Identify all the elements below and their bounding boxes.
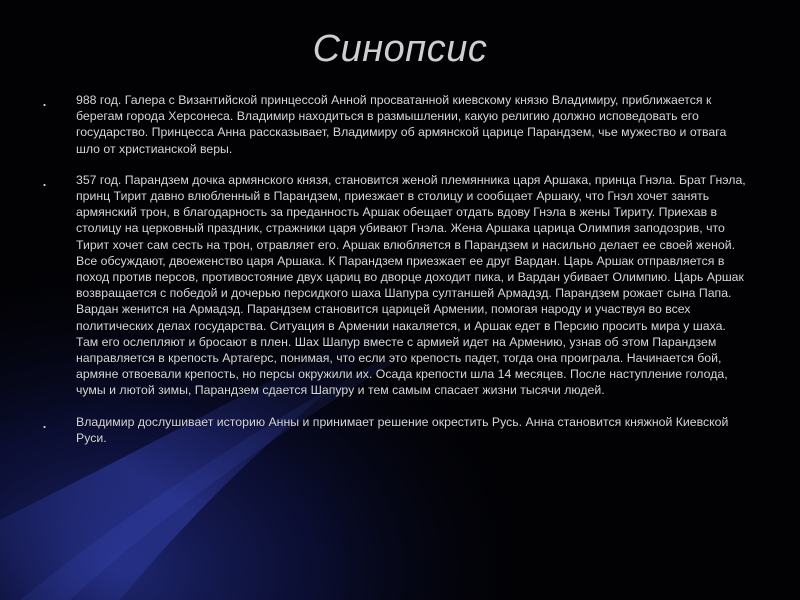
slide-title: Синопсис [312, 28, 488, 70]
bullet-list [40, 92, 750, 446]
list-item [40, 169, 750, 399]
paragraph-988: 988 год. Галера с Византийской принцессой Анной просватанной киевскому князю Владимиру, приближается к берегам города Херсонеса. Владимир находиться в размышлении, какую религию должно исповедовать его государство. Принцесса Анна рассказывает, Владимиру об армянской царице Парандзем, чье мужество и отвага шло от христианской веры. [76, 93, 727, 156]
bullet-icon: . [42, 411, 48, 432]
paragraph-conclusion: Владимир дослушивает историю Анны и принимает решение окрестить Русь. Анна становится княжной Киевской Руси. [76, 414, 729, 445]
bullet-icon: . [42, 90, 48, 110]
list-item [40, 411, 750, 446]
list-item [40, 92, 750, 157]
paragraph-357: 357 год. Парандзем дочка армянского князя, становится женой племянника царя Аршака, принца Гнэла. Брат Гнэла, принц Тирит давно влюбленный в Парандзем, приезжает в столицу и сообщает Аршаку, что Гнэл хочет занять армянский трон, в благодарность за преданность Аршак обещает отдать вдову Гнэла в жены Тириту. Приехав в столицу на церковный праздник, стражники царя убивают Гнэла. Жена Аршака царица Олимпия заподозрив, что Тирит хочет сам сесть на трон, отравляет его. Аршак влюбляется в Парандзем и насильно делает ее своей женой. Все обсуждают, двоеженство царя Аршака. К Парандзем приезжает ее друг Вардан. Царь Аршак отправляется в поход против персов, противостояние двух цариц во дворце доходит пика, и Вардан убивает Олимпию. Царь Аршак возвращается с победой и дочерью персидкого шаха Шапура султаншей Армадэд. Парандзем рожает сына Папа. Вардан женится на Армадэд. Парандзем становится царицей Армении, помогая народу и участвуя во всех политических делах государства. Ситуация в Армении накаляется, и Аршак едет в Персию просить мира у шаха. Там его ослепляют и бросают в плен. Шах Шапур вместе с армией идет на Армению, узнав об этом Парандзем направляется в крепость Артагерс, понимая, что если это крепость падет, тогда она проиграла. Начинается бой, армяне отвоевали крепость, но персы окружили их. Осада крепости шла 14 месяцев. После наступление голода, чумы и лютой зимы, Парандзем сдается Шапуру и тем самым спасает жизни тысячи людей. [76, 172, 746, 398]
bullet-icon: . [42, 169, 48, 190]
